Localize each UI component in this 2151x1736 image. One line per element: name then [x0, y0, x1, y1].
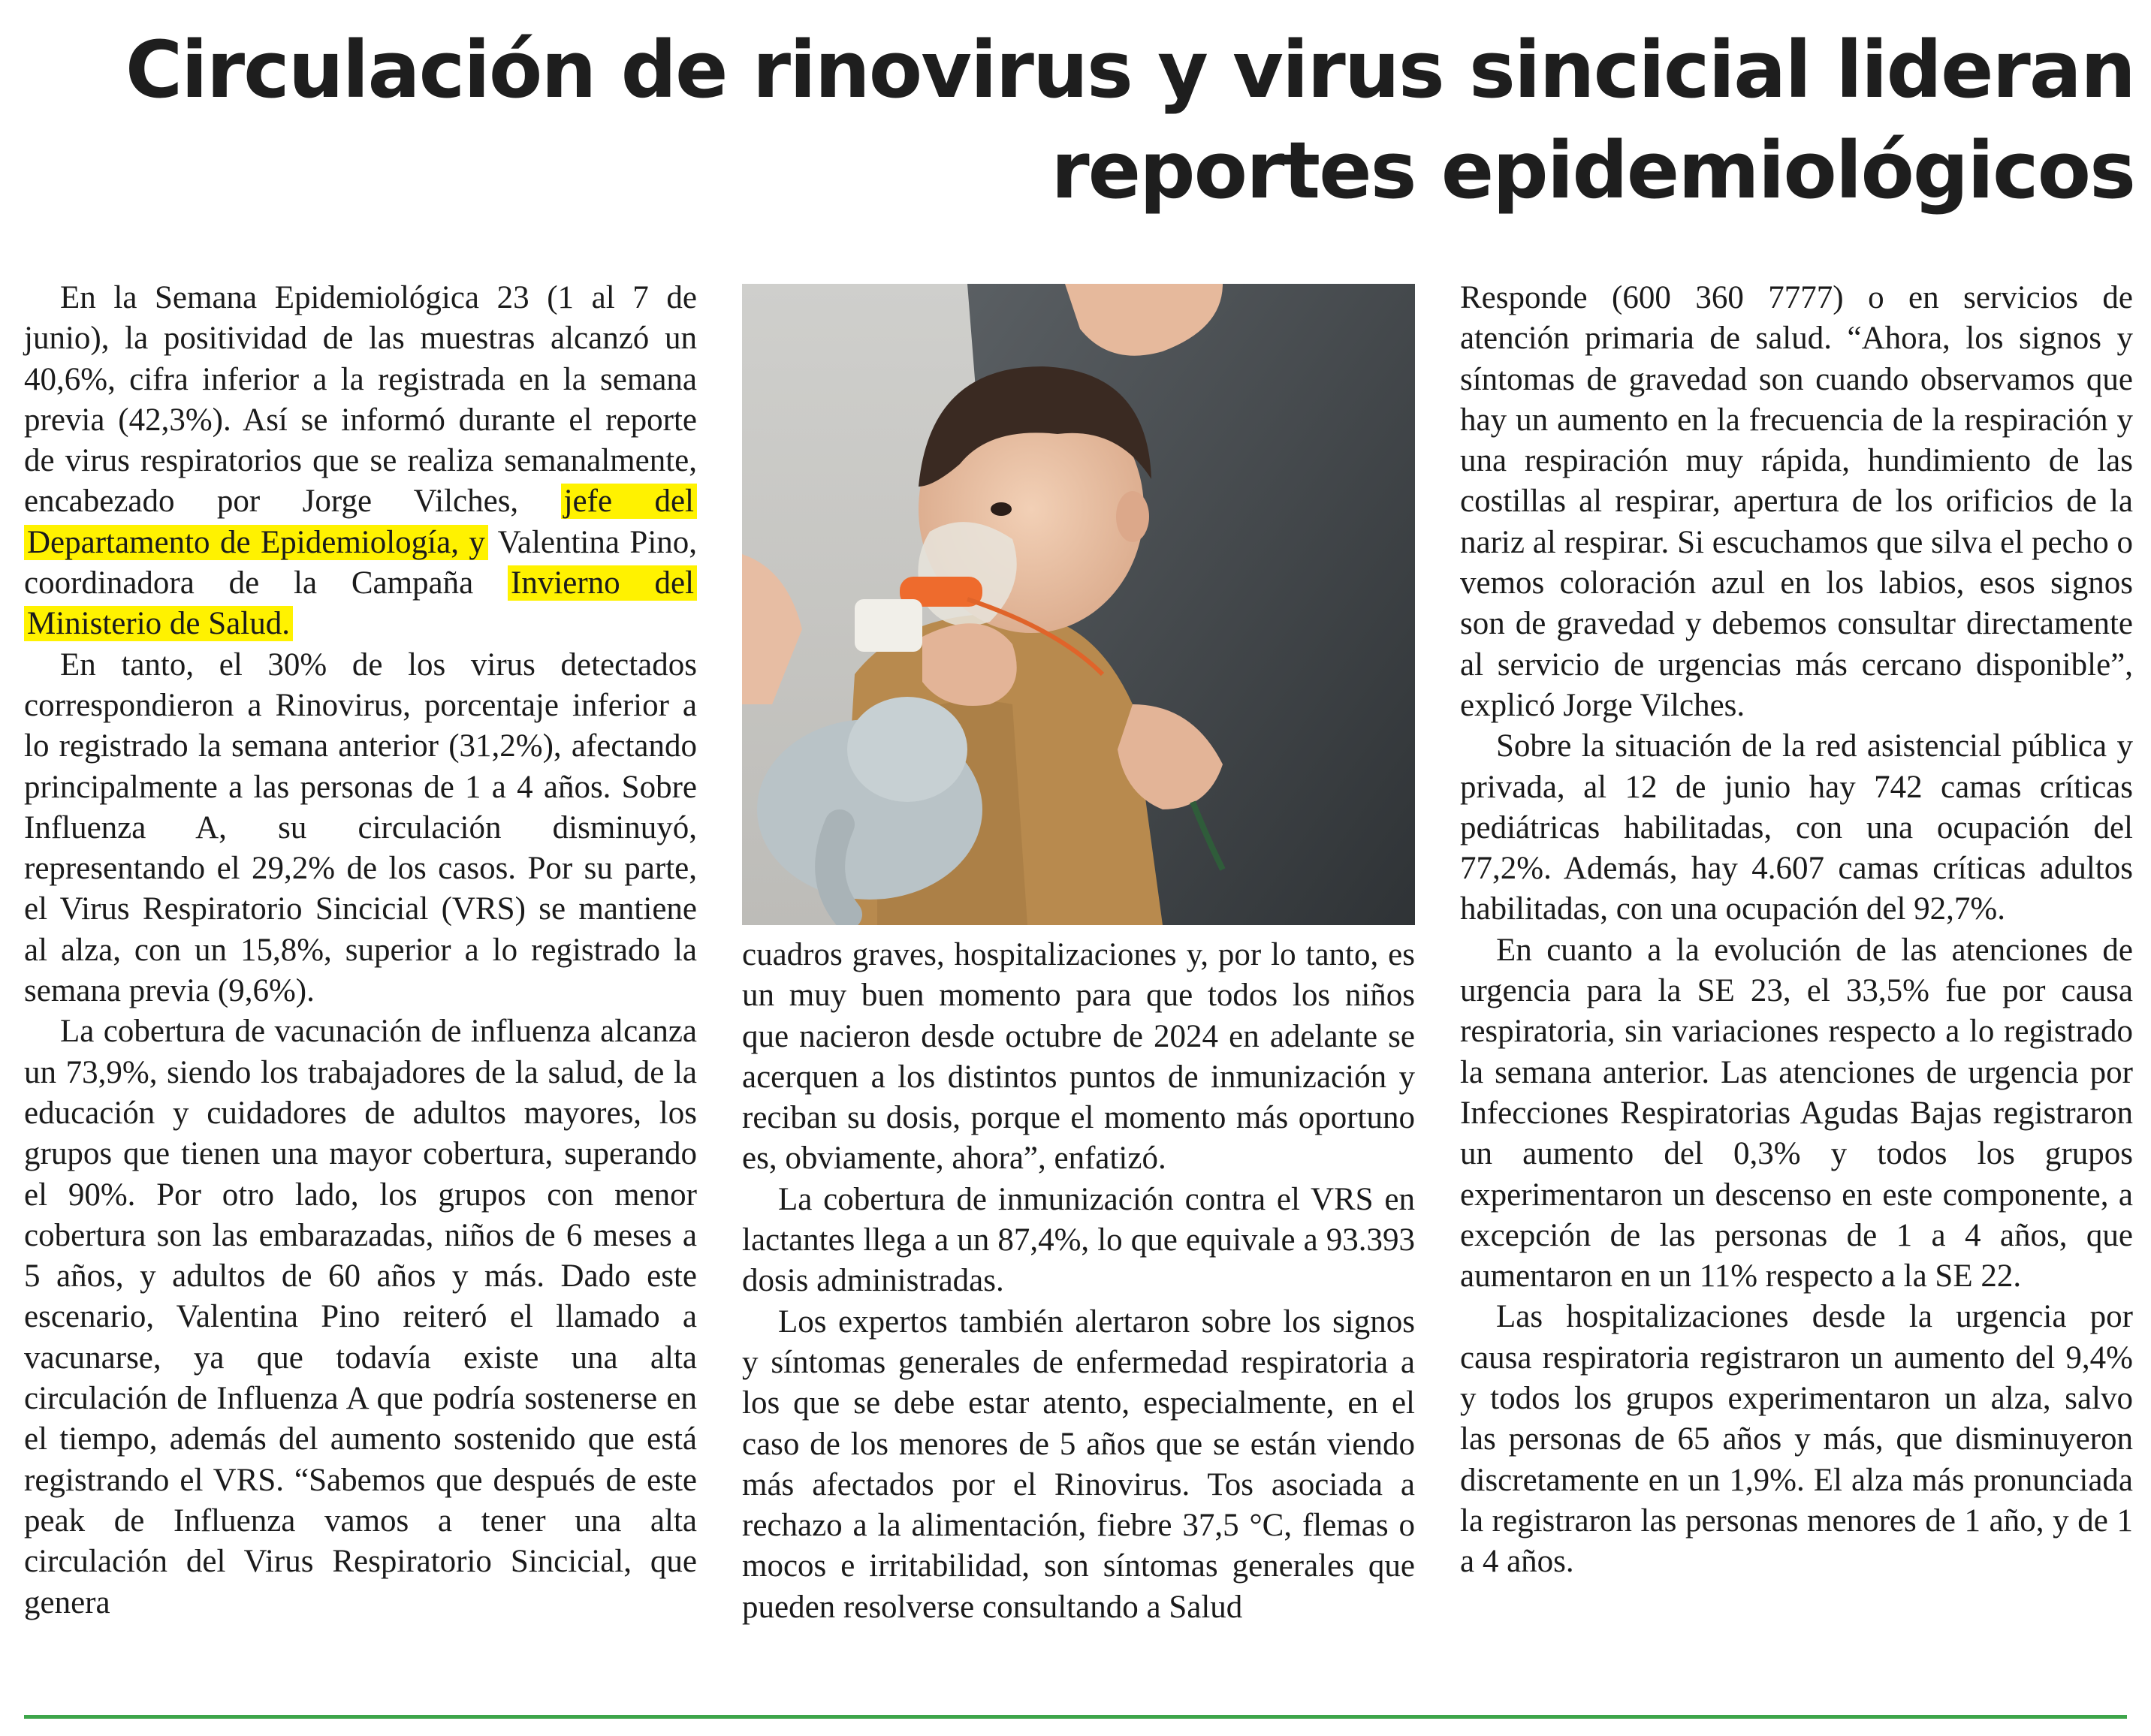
headline: Circulación de rinovirus y virus sincicial lideran reportes epidemiológicos	[125, 24, 2134, 216]
article-photo	[742, 284, 1415, 925]
article-column-3	[1460, 278, 2133, 1583]
paragraph: cuadros graves, hospitalizaciones y, por lo tanto, es un muy buen momento para que todos los niños que nacieron desde octubre de 2024 en adelante se acerquen a los distintos puntos de inmunización y reciban su dosis, porque el momento más oportuno es, obviamente, ahora”, enfatizó.	[742, 937, 1415, 1177]
paragraph: La cobertura de inmunización contra el VRS en lactantes llega a un 87,4%, lo que equivale a 93.393 dosis administradas.	[742, 1181, 1415, 1299]
highlighted-text: jefe del Departamento de Epidemiología, y	[24, 484, 697, 559]
paragraph: Sobre la situación de la red asistencial pública y privada, al 12 de junio hay 742 camas críticas pediátricas habilitadas, con una ocupación del 77,2%. Además, hay 4.607 camas críticas adultos habilitadas, con una ocupación del 92,7%.	[1460, 728, 2133, 927]
paragraph: Las hospitalizaciones desde la urgencia por causa respiratoria registraron un aumento del 9,4% y todos los grupos experimentaron un alza, salvo las personas de 65 años y más, que disminuyeron discretamente en un 1,9%. El alza más pronunciada la registraron las personas menores de 1 año, y de 1 a 4 años.	[1460, 1299, 2133, 1580]
highlighted-text: Invierno del Ministerio de Salud.	[24, 565, 697, 641]
paragraph: La cobertura de vacunación de influenza alcanza un 73,9%, siendo los trabajadores de la salud, de la educación y cuidadores de adultos mayores, los grupos que tienen una mayor cobertura, superando el 90%. Por otro lado, los grupos con menor cobertura son las embarazadas, niños de 6 meses a 5 años, y adultos de 60 años y más. Dado este escenario, Valentina Pino reiteró el llamado a vacunarse, ya que todavía existe una alta circulación de Influenza A que podría sostenerse en el tiempo, además del aumento sostenido que está registrando el VRS. “Sabemos que después de este peak de Influenza vamos a tener una alta circulación del Virus Respiratorio Sincicial, que genera	[24, 1014, 697, 1620]
paragraph-text: En la Semana Epidemiológica 23 (1 al 7 de junio), la positividad de las muestras alcanzó un 40,6%, cifra inferior a la registrada en la semana previa (42,3%). Así se informó durante el reporte de virus respiratorios que se realiza semanalmente, encabezado por Jorge Vilches,	[24, 280, 697, 520]
paragraph: En tanto, el 30% de los virus detectados correspondieron a Rinovirus, porcentaje inferior a lo registrado la semana anterior (31,2%), afectando principalmente a las personas de 1 a 4 años. Sobre Influenza A, su circulación disminuyó, representando el 29,2% de los casos. Por su parte, el Virus Respiratorio Sincicial (VRS) se mantiene al alza, con un 15,8%, superior a lo registrado la semana previa (9,6%).	[24, 646, 697, 1009]
article-column-2	[742, 935, 1415, 1628]
paragraph: Responde (600 360 7777) o en servicios de atención primaria de salud. “Ahora, los signos y síntomas de gravedad son cuando observamos que hay un aumento en la frecuencia de la respiración y una respiración muy rápida, hundimiento de las costillas al respirar, apertura de los orificios de la nariz al respirar. Si escuchamos que silva el pecho o vemos coloración azul en los labios, esos signos son de gravedad y debemos consultar directamente al servicio de urgencias más cercano disponible”, explicó Jorge Vilches.	[1460, 280, 2133, 723]
paragraph	[24, 278, 697, 645]
paragraph: En cuanto a la evolución de las atenciones de urgencia para la SE 23, el 33,5% fue por causa respiratoria, sin variaciones respecto a lo registrado la semana anterior. Las atenciones de urgencia por Infecciones Respiratorias Agudas Bajas registraron un aumento del 0,3% y todos los grupos experimentaron un descenso en este componente, a excepción de las personas de 1 a 4 años, que aumentaron en un 11% respecto a la SE 22.	[1460, 932, 2133, 1294]
paragraph-text: Valentina Pino, coordinadora de la Campaña	[24, 524, 698, 601]
paragraph: Los expertos también alertaron sobre los signos y síntomas generales de enfermedad respiratoria a los que se debe estar atento, especialmente, en el caso de los menores de 5 años que se están viendo más afectados por el Rinovirus. Tos asociada a rechazo a la alimentación, fiebre 37,5 °C, flemas o mocos e irritabilidad, son síntomas generales que pueden resolverse consultando a Salud	[742, 1304, 1415, 1625]
bottom-rule	[24, 1715, 2127, 1719]
article-column-1	[24, 278, 697, 1623]
